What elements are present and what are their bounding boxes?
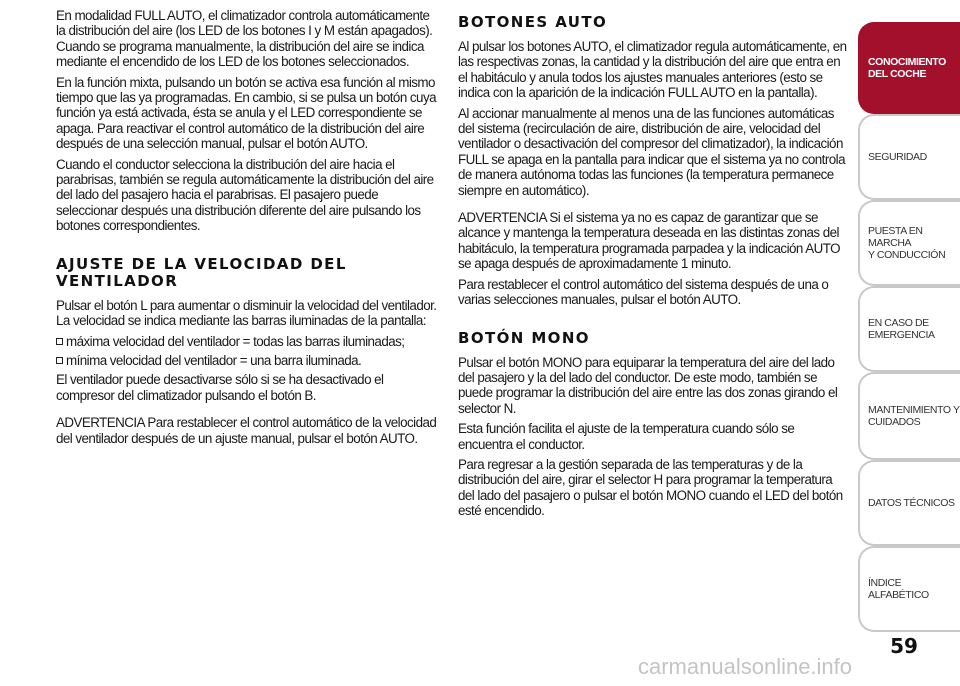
paragraph-mixed-function: En la función mixta, pulsando un botón se activa esa función al mismo tiempo que las ya programadas. En cambio, si se pulsa un botón cuya función ya está activada, ésta se anula y el LED correspondiente se apaga. Para reactivar el control automático de la distribución del aire después de una selección manual, pulsar el botón AUTO. bbox=[56, 74, 436, 152]
tab-mantenimiento[interactable] bbox=[858, 372, 960, 460]
checkbox-bullet-icon bbox=[56, 338, 63, 345]
tab-label-line1: MANTENIMIENTO Y bbox=[868, 404, 960, 416]
paragraph-fan-button: Pulsar el botón L para aumentar o disminuir la velocidad del ventilador. La velocidad se indica mediante las barras iluminadas de la pantalla: bbox=[56, 297, 437, 329]
tab-puesta-en-marcha[interactable] bbox=[858, 200, 960, 286]
paragraph-mono-press: Pulsar el botón MONO para equiparar la temperatura del aire del lado del pasajero y la del lado del conductor. De este modo, también se puede programar la distribución del aire entre las dos zonas girando el selector N. bbox=[458, 354, 838, 416]
tab-label-line2: DEL COCHE bbox=[868, 68, 927, 80]
tab-label-line2: EMERGENCIA bbox=[868, 329, 935, 341]
tab-datos-tecnicos[interactable] bbox=[858, 460, 960, 546]
paragraph-separate-zones: Para regresar a la gestión separada de las temperaturas y de la distribución del aire, girar el selector H para programar la temperatura del lado del pasajero o pulsar el botón MONO cuando el LED del botón esté encendido. bbox=[458, 456, 843, 519]
tab-en-caso-de-emergencia[interactable] bbox=[858, 286, 960, 372]
bullet-max-speed bbox=[56, 334, 440, 349]
tab-conocimiento-del-coche[interactable] bbox=[858, 22, 960, 114]
paragraph-auto-press: Al pulsar los botones AUTO, el climatizador regula automáticamente, en las respectivas zonas, la cantidad y la distribución del aire que entra en el habitáculo y anula todos los ajustes manuales anteriores (esto se indica con la aparición de la indicación FULL AUTO en la pantalla). bbox=[458, 39, 847, 101]
checkbox-bullet-icon bbox=[56, 357, 63, 364]
heading-auto-buttons: BOTONES AUTO bbox=[458, 13, 608, 31]
tab-label-line1: ÍNDICE ALFABÉTICO bbox=[868, 577, 929, 601]
chapter-tabs bbox=[858, 0, 960, 630]
paragraph-fan-off: El ventilador puede desactivarse sólo si se ha desactivado el compresor del climatizador pulsando el botón B. bbox=[56, 372, 384, 403]
paragraph-warning-fan: ADVERTENCIA Para restablecer el control automático de la velocidad del ventilador después de un ajuste manual, pulsar el botón AUTO. bbox=[56, 415, 437, 446]
tab-label-line1: EN CASO DE bbox=[868, 317, 929, 329]
tab-seguridad[interactable] bbox=[858, 114, 960, 200]
tab-label-line1: CONOCIMIENTO bbox=[868, 56, 946, 68]
bullet-min-speed bbox=[56, 353, 440, 368]
right-column bbox=[458, 8, 848, 524]
left-column bbox=[56, 8, 440, 451]
tab-label-line1: PUESTA EN MARCHA bbox=[868, 225, 923, 249]
watermark: carmanualsonline.info bbox=[638, 654, 853, 679]
heading-mono-button: BOTÓN MONO bbox=[458, 328, 590, 347]
bullet-min-text: mínima velocidad del ventilador = una barra iluminada. bbox=[66, 352, 362, 368]
tab-label-line2: CUIDADOS bbox=[868, 416, 921, 428]
bullet-max-text: máxima velocidad del ventilador = todas las barras iluminadas; bbox=[66, 333, 405, 349]
paragraph-driver-only: Esta función facilita el ajuste de la temperatura cuando sólo se encuentra el conductor. bbox=[458, 421, 795, 452]
tab-label-line1: SEGURIDAD bbox=[868, 151, 927, 163]
tab-label-line1: DATOS TÉCNICOS bbox=[868, 497, 955, 509]
paragraph-restore-auto: Para restablecer el control automático del sistema después de una o varias selecciones manuales, pulsar el botón AUTO. bbox=[458, 276, 829, 308]
paragraph-full-auto: En modalidad FULL AUTO, el climatizador controla automáticamente la distribución del aire (los LED de los botones I y M están apagados). Cuando se programa manualmente, la distribución del aire se indica mediante el encendido de los LED de los botones seleccionados. bbox=[56, 8, 433, 70]
heading-fan-speed: AJUSTE DE LA VELOCIDAD DEL VENTILADOR bbox=[56, 254, 347, 290]
tab-label-line2: Y CONDUCCIÓN bbox=[868, 249, 946, 261]
paragraph-windshield: Cuando el conductor selecciona la distribución del aire hacia el parabrisas, también se regula automáticamente la distribución del aire del lado del pasajero hacia el parabrisas. El pasajero puede seleccionar después una distribución diferente del aire pulsando los botones correspondientes. bbox=[56, 156, 434, 234]
page-number: 59 bbox=[890, 634, 918, 658]
paragraph-warning-temperature: ADVERTENCIA Si el sistema ya no es capaz de garantizar que se alcance y mantenga la temperatura deseada en las distintas zonas del habitáculo, la temperatura programada parpadea y la indicación AUTO se apaga después de aproximadamente 1 minuto. bbox=[458, 210, 840, 272]
paragraph-manual-override: Al accionar manualmente al menos una de las funciones automáticas del sistema (recirculación de aire, distribución de aire, velocidad del ventilador o desactivación del compresor del climatizador), la indicación FULL se apaga en la pantalla para indicar que el sistema ya no controla de manera autónoma todas las funciones (la temperatura permanece siempre en automático). bbox=[458, 105, 845, 198]
tab-indice-alfabetico[interactable] bbox=[858, 546, 960, 632]
